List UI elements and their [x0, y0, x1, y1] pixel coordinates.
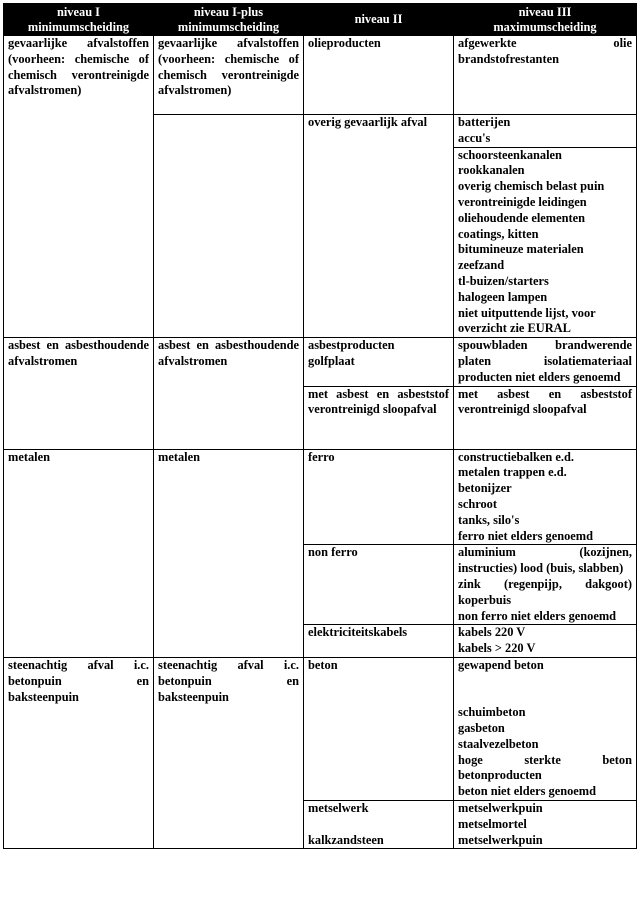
- list-item: gasbeton: [458, 721, 505, 736]
- cell-olieproducten: olieproducten: [304, 36, 454, 115]
- spacer: [458, 690, 632, 706]
- list-item: coatings, kitten: [458, 226, 539, 241]
- spacer: [308, 817, 449, 833]
- list-item: metselmortel: [458, 816, 527, 831]
- list-item: gewapend beton: [458, 657, 544, 672]
- header-subtitle: maximumscheiding: [493, 19, 597, 34]
- cell-metalen-niveau1plus: metalen: [154, 449, 304, 657]
- table-row-metalen-1: [4, 449, 637, 545]
- cell-metselwerk-items: [454, 801, 637, 849]
- list-item: bitumineuze materialen: [458, 242, 584, 257]
- cell-kabels-items: [454, 625, 637, 658]
- cell-nonferro-items: [454, 545, 637, 625]
- header-niveau-3: [454, 4, 637, 36]
- list-item: asbestproducten: [308, 338, 395, 353]
- list-item: golfplaat: [308, 353, 355, 368]
- list-item: hoge sterkte beton betonproducten: [458, 752, 632, 783]
- cell-overig-gevaarlijk: overig gevaarlijk afval: [304, 115, 454, 338]
- header-title: niveau II: [354, 12, 403, 26]
- cell-beton-items: [454, 657, 637, 800]
- list-item: kabels 220 V: [458, 625, 526, 640]
- list-item: staalvezelbeton: [458, 736, 539, 751]
- list-item: schoorsteenkanalen: [458, 147, 562, 162]
- cell-elektriciteitskabels: elektriciteitskabels: [304, 625, 454, 658]
- cell-ferro: ferro: [304, 449, 454, 545]
- cell-asbestproducten: [304, 338, 454, 386]
- header-niveau-2: [304, 4, 454, 36]
- header-row: [4, 4, 637, 36]
- list-item: metselwerkpuin: [458, 801, 543, 816]
- cell-gevaarlijk-niveau1: gevaarlijke afvalstoffen (voorheen: chemische of chemisch verontreinigde afvalstromen): [4, 36, 154, 338]
- cell-batterijen: [454, 115, 637, 148]
- list-item: verontreinigde leidingen: [458, 194, 587, 209]
- cell-steen-niveau1: steenachtig afval i.c. betonpuin en baksteenpuin: [4, 657, 154, 849]
- list-item: metselwerk: [308, 801, 369, 816]
- cell-beton: beton: [304, 657, 454, 800]
- list-item: tanks, silo's: [458, 512, 520, 527]
- list-item: zeefzand: [458, 258, 505, 273]
- list-item: ferro niet elders genoemd: [458, 528, 593, 543]
- list-item: zink (regenpijp, dakgoot) koperbuis: [458, 576, 632, 607]
- header-title: niveau I: [56, 4, 101, 19]
- cell-metselwerk: [304, 801, 454, 849]
- list-item: constructiebalken e.d.: [458, 449, 574, 464]
- header-niveau-1-plus: [154, 4, 304, 36]
- header-title: niveau III: [518, 4, 572, 19]
- list-item: non ferro niet elders genoemd: [458, 608, 617, 623]
- cell-ferro-items: [454, 449, 637, 545]
- list-item: kabels > 220 V: [458, 641, 536, 656]
- list-item: batterijen: [458, 115, 511, 129]
- cell-gevaarlijk-niveau1plus: [154, 36, 304, 338]
- list-item: rookkanalen: [458, 163, 525, 178]
- table-row-steen-1: [4, 657, 637, 800]
- table-row-gevaarlijk-1: [4, 36, 637, 115]
- list-item: schroot: [458, 496, 498, 511]
- list-item: metalen trappen e.d.: [458, 465, 567, 480]
- cell-asbest-niveau1: asbest en asbesthoudende afvalstromen: [4, 338, 154, 449]
- header-title: niveau I-plus: [193, 4, 264, 19]
- list-item: aluminium (kozijnen, instructies) lood (buis, slabben): [458, 545, 632, 576]
- header-subtitle: minimumscheiding: [27, 19, 130, 34]
- cell-steen-niveau1plus: steenachtig afval i.c. betonpuin en baksteenpuin: [154, 657, 304, 849]
- header-niveau-1: [4, 4, 154, 36]
- cell-olie-brandstof: afgewerkte olie brandstofrestanten: [454, 36, 637, 115]
- cell-asbest-niveau1plus: asbest en asbesthoudende afvalstromen: [154, 338, 304, 449]
- list-item: beton niet elders genoemd: [458, 784, 597, 799]
- list-item: oliehoudende elementen: [458, 210, 585, 225]
- list-item: overig chemisch belast puin: [458, 179, 605, 194]
- cell-asbest-sloopafval-detail: met asbest en asbeststof verontreinigd sloopafval: [454, 386, 637, 449]
- list-item: metselwerkpuin: [458, 832, 543, 847]
- cell-nonferro: non ferro: [304, 545, 454, 625]
- cell-asbest-sloopafval: met asbest en asbeststof verontreinigd sloopafval: [304, 386, 454, 449]
- list-item: kalkzandsteen: [308, 832, 384, 847]
- table-row-asbest-1: [4, 338, 637, 386]
- header-subtitle: minimumscheiding: [177, 19, 280, 34]
- list-item: accu's: [458, 130, 491, 145]
- cell-metalen-niveau1: metalen: [4, 449, 154, 657]
- list-item: niet uitputtende lijst, voor overzicht zie EURAL: [458, 305, 596, 336]
- cell-overig-lijst: [454, 147, 637, 338]
- waste-separation-table: [3, 3, 637, 849]
- list-item: tl-buizen/starters: [458, 273, 549, 288]
- spacer: [458, 674, 632, 690]
- cell-asbest-producten-detail: spouwbladen brandwerende platen isolatiemateriaal producten niet elders genoemd: [454, 338, 637, 386]
- list-item: schuimbeton: [458, 705, 526, 720]
- cell-gevaarlijk-niveau1plus-text: gevaarlijke afvalstoffen (voorheen: chemische of chemisch verontreinigde afvalstromen): [154, 36, 303, 115]
- list-item: betonijzer: [458, 481, 512, 496]
- list-item: halogeen lampen: [458, 289, 548, 304]
